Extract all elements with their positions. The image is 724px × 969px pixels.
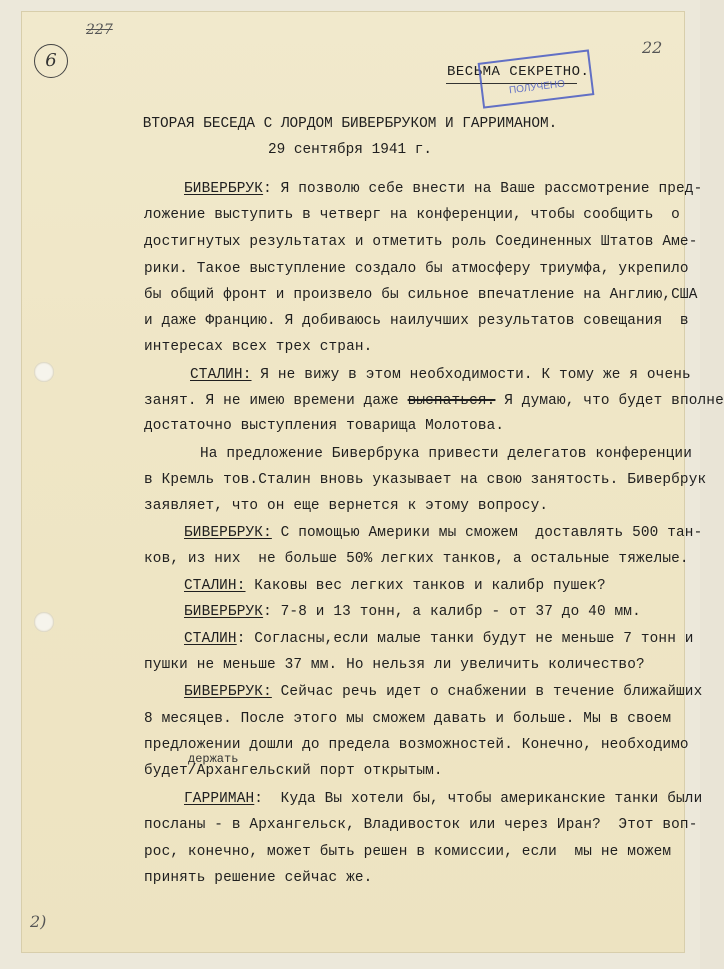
speaker-name: БИВЕРБРУК:: [184, 525, 272, 541]
line-text: предложении дошли до предела возможностей. Конечно, необходимо: [144, 737, 689, 753]
line-10: [144, 418, 504, 434]
line-7: [144, 339, 372, 355]
speaker-name: СТАЛИН:: [184, 578, 246, 594]
speaker-name: СТАЛИН:: [190, 367, 252, 383]
speaker-name: СТАЛИН: [184, 631, 237, 647]
line-4: [144, 261, 689, 277]
line-3: [144, 234, 698, 250]
line-text: достаточно выступления товарища Молотова.: [144, 418, 505, 434]
line-6: [144, 313, 689, 329]
line-19: [144, 657, 645, 673]
line-2: [144, 207, 680, 223]
line-text: : 7-8 и 13 тонн, а калибр - от 37 до 40 мм.: [263, 604, 641, 620]
line-9: [144, 393, 724, 409]
line-22: [144, 737, 689, 753]
line-16: [184, 578, 606, 594]
line-text: Я думаю, что будет вполне: [495, 393, 724, 409]
line-text: С помощью Америки мы сможем доставлять 500 тан-: [271, 525, 703, 541]
line-text: : Я позволю себе внести на Ваше рассмотрение пред-: [263, 181, 703, 197]
line-text: занят. Я не имею времени даже: [144, 393, 408, 409]
line-text: принять решение сейчас же.: [144, 870, 373, 886]
document-title: ВТОРАЯ БЕСЕДА С ЛОРДОМ БИВЕРБРУКОМ И ГАРРИМАНОМ.: [142, 116, 558, 132]
line-25: [144, 817, 698, 833]
punch-hole: [34, 362, 54, 382]
stamp-text: ПОЛУЧЕНО: [508, 78, 566, 97]
line-1: [184, 181, 702, 197]
document-date: 29 сентября 1941 г.: [267, 142, 433, 158]
classification-mark: ВЕСЬМА СЕКРЕТНО.: [447, 64, 590, 80]
line-text: и даже Францию. Я добиваюсь наилучших результатов совещания в: [144, 313, 689, 329]
margin-mark: 2): [30, 912, 47, 931]
line-21: [144, 711, 671, 727]
line-8: [190, 367, 691, 383]
line-24: [184, 791, 702, 807]
line-17: [184, 604, 641, 620]
line-text: рики. Такое выступление создало бы атмосферу триумфа, укрепило: [144, 261, 689, 277]
speaker-name: БИВЕРБРУК:: [184, 684, 272, 700]
line-text: На предложение Бивербрука привести делегатов конференции: [200, 446, 693, 462]
line-text: Я не вижу в этом необходимости. К тому же я очень: [251, 367, 691, 383]
page-number: 22: [642, 38, 663, 57]
line-20: [184, 684, 702, 700]
line-18: [184, 631, 694, 647]
line-26: [144, 844, 671, 860]
line-text: Сейчас речь идет о снабжении в течение ближайших: [271, 684, 703, 700]
line-text: ков, из них не больше 50% легких танков, а остальные тяжелые.: [144, 551, 689, 567]
line-text: рос, конечно, может быть решен в комиссии, если мы не можем: [144, 844, 672, 860]
sheet-number: 6: [34, 44, 68, 78]
line-15: [144, 551, 689, 567]
line-text: интересах всех трех стран.: [144, 339, 373, 355]
line-text: : Согласны,если малые танки будут не меньше 7 тонн и: [236, 631, 694, 647]
line-13: [144, 498, 548, 514]
line-text: : Куда Вы хотели бы, чтобы американские танки были: [254, 791, 703, 807]
speaker-name: ГАРРИМАН: [184, 791, 255, 807]
line-text: достигнутых результатах и отметить роль Соединенных Штатов Аме-: [144, 234, 698, 250]
line-text: посланы - в Архангельск, Владивосток или через Иран? Этот воп-: [144, 817, 698, 833]
line-text: 8 месяцев. После этого мы сможем давать и больше. Мы в своем: [144, 711, 672, 727]
line-text: бы общий фронт и произвело бы сильное впечатление на Англию,США: [144, 287, 698, 303]
speaker-name: БИВЕРБРУК: [184, 181, 264, 197]
line-text: ложение выступить в четверг на конференции, чтобы сообщить о: [144, 207, 680, 223]
line-27: [144, 870, 372, 886]
line-text: заявляет, что он еще вернется к этому вопросу.: [144, 498, 549, 514]
line-11: [200, 446, 692, 462]
line-text: будет/Архангельский порт открытым.: [144, 763, 443, 779]
line-text: в Кремль тов.Сталин вновь указывает на свою занятость. Бивербрук: [144, 472, 707, 488]
line-23: [144, 763, 443, 779]
punch-hole: [34, 612, 54, 632]
archive-number: 227: [86, 22, 113, 38]
struck-word: выспаться.: [407, 393, 496, 409]
line-text: пушки не меньше 37 мм. Но нельзя ли увеличить количество?: [144, 657, 645, 673]
line-14: [184, 525, 702, 541]
handwritten-insert: держать: [188, 752, 239, 766]
speaker-name: БИВЕРБРУК: [184, 604, 264, 620]
line-12: [144, 472, 706, 488]
line-5: [144, 287, 698, 303]
line-text: Каковы вес легких танков и калибр пушек?: [245, 578, 606, 594]
